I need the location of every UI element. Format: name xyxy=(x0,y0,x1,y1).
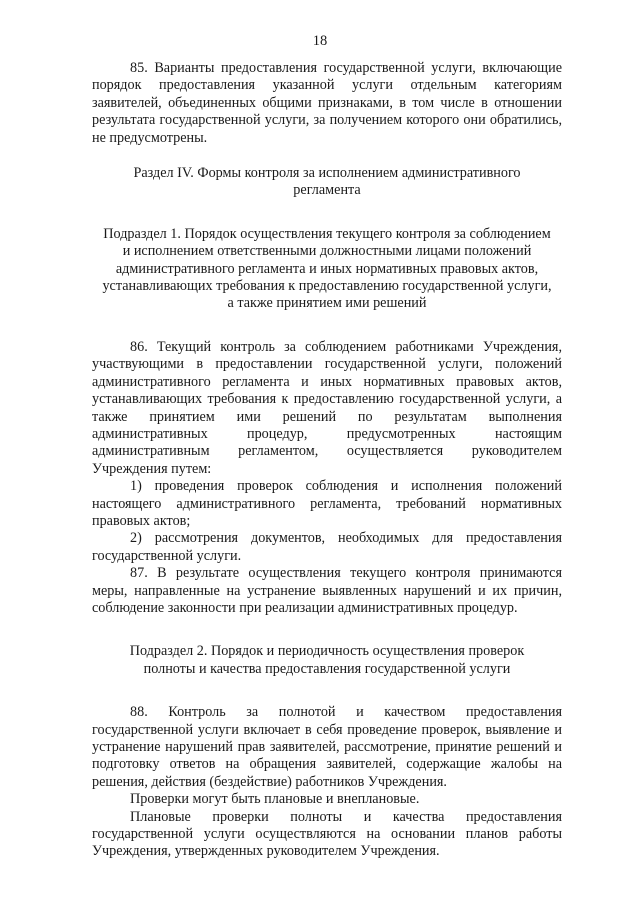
section-4-heading: Раздел IV. Формы контроля за исполнением административного регламента xyxy=(133,165,521,199)
paragraph-88-inspections-types: Проверки могут быть плановые и внеплановые. xyxy=(130,791,420,808)
paragraph-88: 88. Контроль за полнотой и качеством предоставления государственной услуги включает в себя проведение проверок, выявление и устранение нарушений прав заявителей, рассмотрение, принятие решений и подготовку ответов на обращения заявителей, содержащие жалобы на решения, действия (бездействие) работников Учреждения. xyxy=(92,704,562,790)
subsection-2-heading: Подраздел 2. Порядок и периодичность осуществления проверок полноты и качества предоставления государственной услуги xyxy=(129,643,525,677)
paragraph-87: 87. В результате осуществления текущего контроля принимаются меры, направленные на устранение выявленных нарушений и их причин, соблюдение законности при реализации административных процедур. xyxy=(92,565,562,616)
paragraph-86-item-2: 2) рассмотрения документов, необходимых для предоставления государственной услуги. xyxy=(92,530,562,564)
paragraph-85: 85. Варианты предоставления государственной услуги, включающие порядок предоставления указанной услуги отдельным категориям заявителей, объединенных общими признаками, в том числе в отношении результата государственной услуги, за получением которого они обратились, не предусмотрены. xyxy=(92,60,562,146)
paragraph-86: 86. Текущий контроль за соблюдением работниками Учреждения, участвующими в предоставлении государственной услуги, положений административного регламента и иных нормативных правовых актов, устанавливающих требования к предоставлению государственной услуги, а также принятием ими решений по результатам выполнения административных процедур, предусмотренных настоящим административным регламентом, осуществляется руководителем Учреждения путем: xyxy=(92,338,562,477)
paragraph-86-item-1: 1) проведения проверок соблюдения и исполнения положений настоящего административного регламента, требований нормативных правовых актов; xyxy=(92,478,562,529)
page-number: 18 xyxy=(312,33,328,49)
paragraph-88-planned-inspections: Плановые проверки полноты и качества предоставления государственной услуги осуществляются на основании планов работы Учреждения, утвержденных руководителем Учреждения. xyxy=(92,808,562,860)
document-body xyxy=(92,60,562,861)
subsection-1-heading: Подраздел 1. Порядок осуществления текущего контроля за соблюдением и исполнением ответственными должностными лицами положений административного регламента и иных нормативных правовых актов, устанавливающих требования к предоставлению государственной услуги, а также принятием ими решений xyxy=(102,225,552,312)
